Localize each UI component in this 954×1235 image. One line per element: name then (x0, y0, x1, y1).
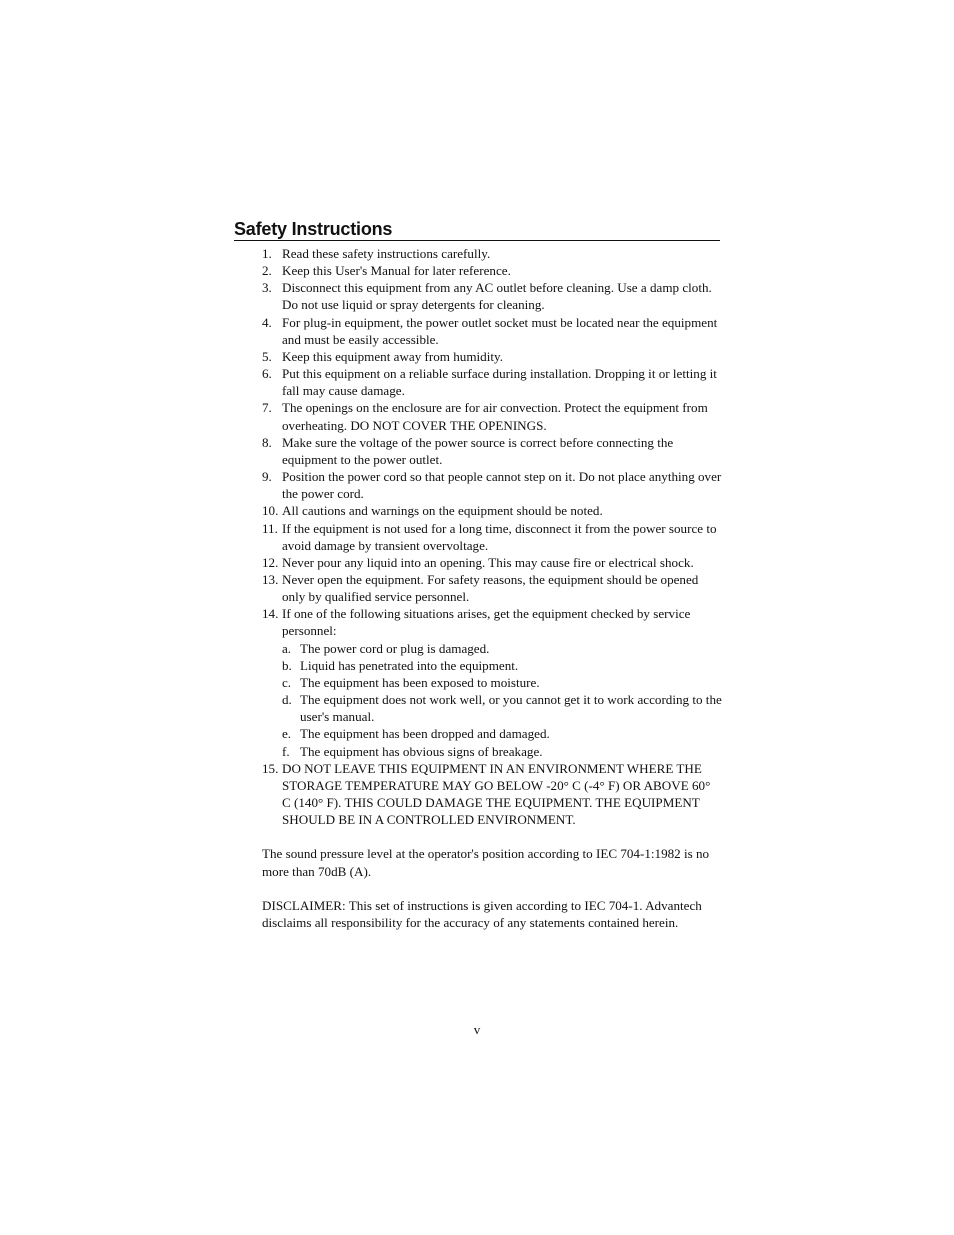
list-item (262, 554, 722, 571)
safety-content (262, 245, 722, 931)
item-text: Never pour any liquid into an opening. This may cause fire or electrical shock. (282, 554, 694, 570)
list-item (262, 605, 722, 639)
item-text: Read these safety instructions carefully. (282, 246, 491, 261)
list-item (262, 760, 722, 829)
item-text: DO NOT LEAVE THIS EQUIPMENT IN AN ENVIRONMENT WHERE THE STORAGE TEMPERATURE MAY GO BELOW -20° C (-4° F) OR ABOVE 60° C (140° F). THIS COULD DAMAGE THE EQUIPMENT. THE EQUIPMENT SHOULD BE IN A CONTROLLED ENVIRONMENT. (282, 760, 711, 828)
item-number: 4. (262, 314, 272, 330)
item-number: 1. (262, 246, 272, 261)
sub-list-item (282, 640, 722, 657)
item-text: Put this equipment on a reliable surface during installation. Dropping it or letting it fall may cause damage. (282, 366, 717, 399)
item-number: 11. (262, 520, 278, 536)
page-number: v (473, 1022, 481, 1037)
item-number: 9. (262, 469, 272, 485)
item-number: 6. (262, 366, 272, 382)
sound-pressure-note: The sound pressure level at the operator's position according to IEC 704-1:1982 is no more than 70dB (A). (262, 846, 710, 879)
item-text: Keep this equipment away from humidity. (282, 348, 503, 364)
item-text: Never open the equipment. For safety reasons, the equipment should be opened only by qualified service personnel. (282, 571, 699, 605)
item-number: 14. (262, 606, 279, 622)
sub-list-item (282, 725, 722, 742)
disclaimer: DISCLAIMER: This set of instructions is given according to IEC 704-1. Advantech disclaims all responsibility for the accuracy of any statements contained herein. (262, 897, 702, 931)
item-text: For plug-in equipment, the power outlet socket must be located near the equipment and must be easily accessible. (282, 314, 718, 347)
sub-item-letter: c. (282, 674, 292, 690)
list-item (262, 279, 722, 313)
item-text: Keep this User's Manual for later reference. (282, 263, 511, 279)
sub-list-item (282, 657, 722, 674)
instruction-list (262, 245, 722, 828)
page-title: Safety Instructions (234, 218, 720, 241)
item-number: 8. (262, 434, 272, 450)
item-number: 3. (262, 280, 272, 296)
sub-list-item (282, 743, 722, 760)
sub-item-text: The equipment has obvious signs of breakage. (300, 743, 543, 759)
item-number: 13. (262, 571, 279, 587)
item-number: 7. (262, 400, 272, 416)
list-item (262, 468, 722, 502)
item-number: 15. (262, 760, 279, 776)
list-item (262, 262, 722, 279)
sub-list-item (282, 674, 722, 691)
item-number: 2. (262, 263, 272, 279)
sub-item-text: The equipment does not work well, or you cannot get it to work according to the user's manual. (300, 692, 722, 725)
sub-item-letter: a. (282, 640, 292, 656)
sub-item-text: Liquid has penetrated into the equipment. (300, 657, 519, 673)
sub-list (282, 640, 722, 760)
sub-item-text: The equipment has been exposed to moisture. (300, 674, 540, 690)
item-number: 5. (262, 348, 272, 364)
list-item (262, 365, 722, 399)
list-item (262, 348, 722, 365)
sub-item-letter: f. (282, 743, 290, 759)
item-text: If the equipment is not used for a long time, disconnect it from the power source to avoid damage by transient overvoltage. (282, 520, 717, 553)
list-item (262, 434, 722, 468)
item-number: 10. (262, 503, 279, 519)
item-text: The openings on the enclosure are for air convection. Protect the equipment from overheating. DO NOT COVER THE OPENINGS. (282, 400, 708, 433)
sub-item-letter: d. (282, 692, 292, 708)
list-item (262, 314, 722, 348)
sub-item-letter: b. (282, 657, 292, 673)
list-item (262, 520, 722, 554)
item-text: Disconnect this equipment from any AC outlet before cleaning. Use a damp cloth. Do not use liquid or spray detergents for cleaning. (282, 280, 712, 313)
item-text: Make sure the voltage of the power source is correct before connecting the equipment to the power outlet. (282, 434, 674, 467)
item-text: If one of the following situations arises, get the equipment checked by service personnel: (282, 606, 691, 639)
list-item (262, 399, 722, 433)
sub-item-letter: e. (282, 726, 292, 742)
sub-list-item (282, 691, 722, 725)
item-number: 12. (262, 554, 279, 570)
item-text: Position the power cord so that people cannot step on it. Do not place anything over the power cord. (282, 469, 722, 502)
list-item (262, 245, 722, 262)
list-item (262, 502, 722, 519)
list-item (262, 571, 722, 605)
sub-item-text: The equipment has been dropped and damaged. (300, 726, 550, 742)
item-text: All cautions and warnings on the equipment should be noted. (282, 503, 603, 519)
sub-item-text: The power cord or plug is damaged. (300, 640, 490, 656)
